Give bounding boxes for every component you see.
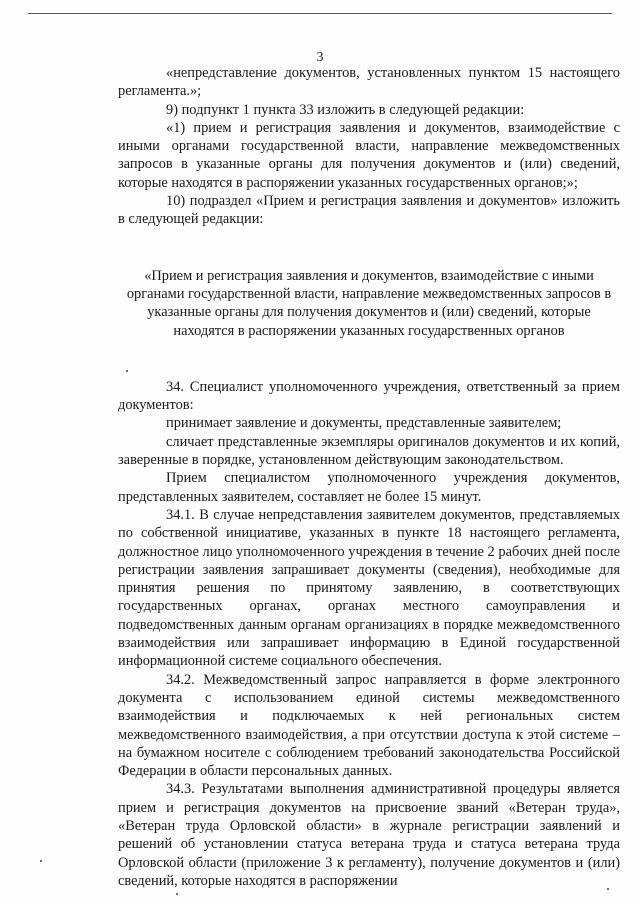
paragraph-2: 9) подпункт 1 пункта 33 изложить в следующей редакции: [166,101,525,118]
scan-speck [176,893,178,895]
top-rule [28,13,612,14]
paragraph-34: 34. Специалист уполномоченного учреждения, ответственный за прием документов: [118,378,620,414]
paragraph-4: 10) подраздел «Прием и регистрация заявления и документов» изложить в следующей редакции: [118,193,620,228]
paragraph-duration: Прием специалистом уполномоченного учреждения документов, представленных заявителем, составляет не более 15 минут. [118,470,620,505]
scan-speck [126,370,128,372]
paragraph-3: «1) прием и регистрация заявления и документов, взаимодействие с иными органами государственной власти, направление межведомственных запросов в указанные органы для получения документов и (или) сведений, которые находятся в распоряжении указанных государственных органов;»; [118,119,620,191]
paragraph-compares: сличает представленные экземпляры оригиналов документов и их копий, заверенные в порядке, установленном действующим законодательством. [118,433,620,469]
page-number: 3 [316,50,324,65]
paragraph-1: «непредставление документов, установленных пунктом 15 настоящего регламента.»; [118,65,620,100]
section-heading: «Прием и регистрация заявления и документов, взаимодействие с иными органами государственной власти, направление межведомственных запросов в указанные органы для получения документов и (или) сведений, которые находятся в распоряжении указанных государственных органов [126,267,612,339]
paragraph-34-2: 34.2. Межведомственный запрос направляется в форме электронного документа с использованием единой системы межведомственного взаимодействия и подключаемых к ней региональных систем межведомственного взаимодействия, а при отсутствии доступа к этой системе – на бумажном носителе с соблюдением требований законодательства Российской Федерации в области персональных данных. [118,671,620,780]
scan-speck [40,860,42,862]
paragraph-accepts: принимает заявление и документы, представленные заявителем; [166,415,562,432]
scan-speck [607,888,609,890]
paragraph-34-1: 34.1. В случае непредставления заявителем документов, представляемых по собственной инициативе, указанных в пункте 18 настоящего регламента, должностное лицо уполномоченного учреждения в течение 2 рабочих дней после регистрации заявления запрашивает документы (сведения), необходимые для принятия решения по принятому заявлению, в соответствующих государственных органах, органах местного самоуправления и подведомственных данным органам организациях в порядке межведомственного взаимодействия или запрашивает информацию в Единой государственной информационной системе социального обеспечения. [118,506,620,670]
document-body [118,64,620,890]
paragraph-34-3: 34.3. Результатами выполнения административной процедуры является прием и регистрация документов на присвоение званий «Ветеран труда», «Ветеран труда Орловской области» в журнале регистрации заявлений и решений об установлении статуса ветерана труда и статуса ветерана труда Орловской области (приложение 3 к регламенту), получение документов и (или) сведений, которые находятся в распоряжении [118,781,620,889]
